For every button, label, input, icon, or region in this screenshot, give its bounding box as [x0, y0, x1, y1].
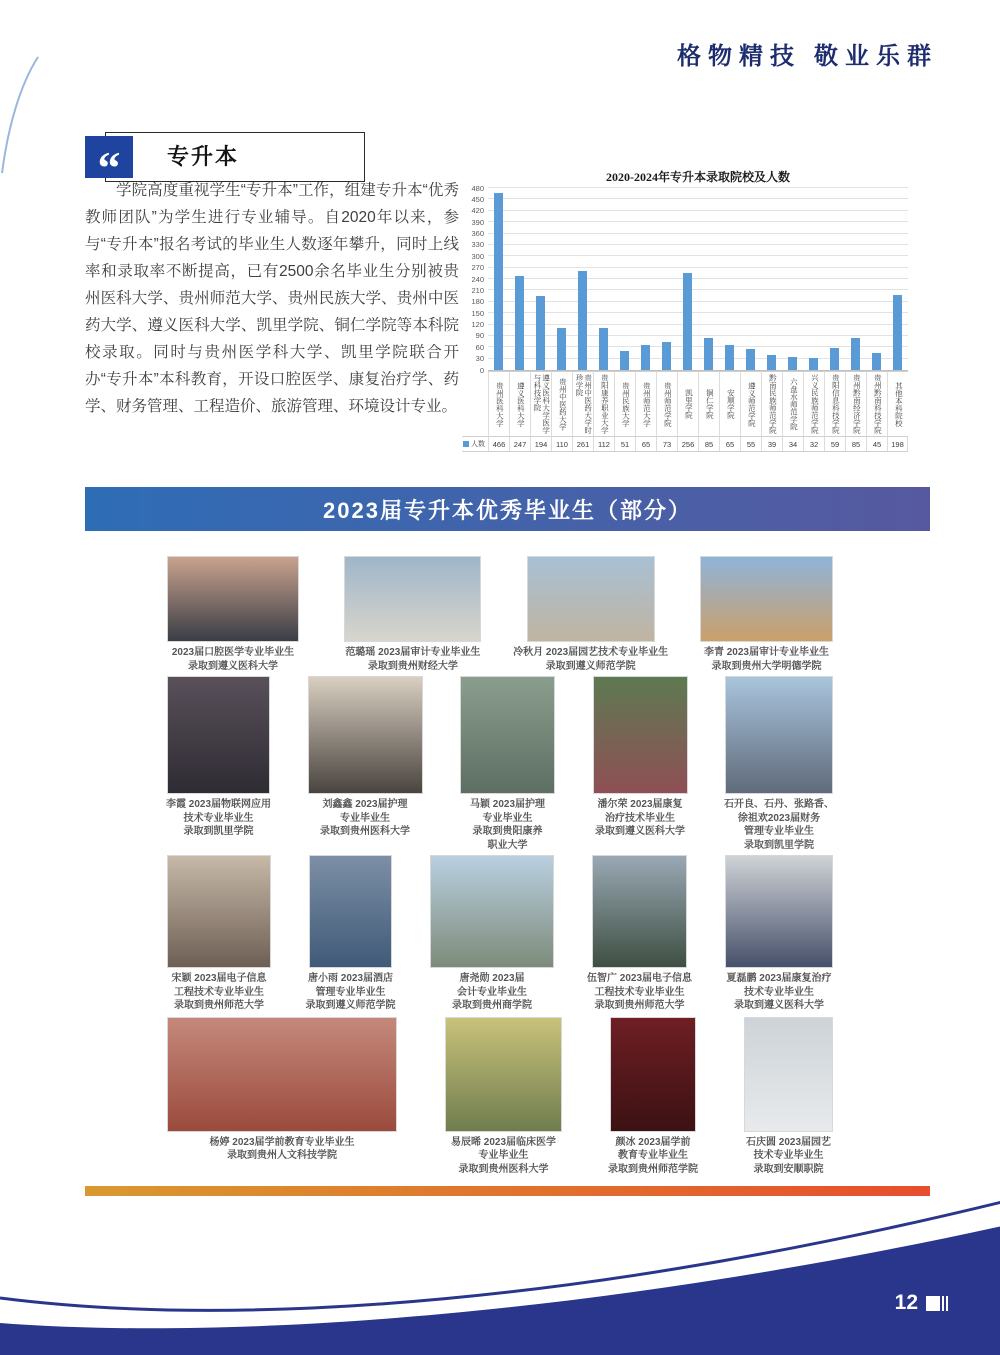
bar — [515, 276, 524, 370]
value-cell: 73 — [656, 436, 677, 451]
graduate-item — [167, 855, 271, 1013]
category-text: 贵州师范大学 — [642, 381, 652, 427]
category-text: 遵义医科大学医学与科技学院 — [533, 374, 551, 434]
category-text: 遵义医科大学 — [516, 381, 526, 427]
graduate-item — [344, 556, 481, 673]
value-cell: 34 — [782, 436, 803, 451]
y-tick-label: 270 — [471, 262, 484, 272]
graduate-item — [167, 1017, 397, 1163]
category-text: 贵阳信息科技学院 — [831, 374, 841, 434]
category-label — [614, 371, 635, 436]
category-text: 其他本科院校 — [894, 381, 904, 427]
section-title: 专升本 — [167, 144, 240, 169]
bar — [893, 295, 902, 370]
value-cell: 256 — [677, 436, 698, 451]
y-tick-label: 30 — [475, 353, 484, 363]
graduate-photo — [610, 1017, 696, 1132]
value-cell: 466 — [488, 436, 509, 451]
graduate-item — [725, 855, 833, 1013]
graduate-item — [430, 855, 554, 1013]
graduate-item — [744, 1017, 833, 1177]
gallery-row — [167, 676, 833, 852]
category-text: 贵州医科大学 — [495, 381, 505, 427]
category-text: 贵州中医药大学时珍学院 — [575, 374, 593, 434]
category-text: 贵州中医药大学 — [558, 377, 568, 431]
category-label — [593, 371, 614, 436]
category-text: 安顺学院 — [726, 389, 736, 419]
graduate-photo — [167, 1017, 397, 1132]
graduate-item — [513, 556, 669, 673]
photo-caption: 唐尧勋 2023届 会计专业毕业生 录取到贵州商学院 — [452, 973, 532, 1011]
graduate-photo — [344, 556, 481, 642]
graduate-item — [610, 1017, 696, 1177]
category-text: 贵州民族大学 — [621, 381, 631, 427]
y-tick-label: 480 — [471, 183, 484, 193]
value-cell: 261 — [572, 436, 593, 451]
photo-caption: 伍智广 2023届电子信息 工程技术专业毕业生 录取到贵州师范大学 — [586, 973, 693, 1011]
category-text: 兴义民族师范学院 — [810, 374, 820, 434]
graduate-photo — [167, 676, 270, 794]
category-label — [488, 371, 509, 436]
photo-caption: 范璐瑶 2023届审计专业毕业生 录取到贵州财经大学 — [345, 647, 481, 672]
y-tick-label: 300 — [471, 251, 484, 261]
graduate-photo — [309, 855, 392, 968]
graduate-item — [725, 676, 833, 852]
graduate-photo — [527, 556, 655, 642]
graduate-photo — [700, 556, 833, 642]
graduate-item — [445, 1017, 562, 1177]
y-tick-label: 390 — [471, 217, 484, 227]
category-text: 贵阳康养职业大学 — [600, 374, 610, 434]
chart-plot-area — [488, 188, 908, 371]
bar — [662, 342, 671, 370]
graduate-photo — [744, 1017, 833, 1132]
graduate-photo — [167, 556, 299, 642]
chart-body — [462, 183, 908, 375]
banner-title: 2023届专升本优秀毕业生（部分） — [323, 497, 692, 523]
graduate-photo — [460, 676, 555, 794]
graduate-item — [167, 556, 299, 673]
graduate-item — [167, 676, 270, 839]
legend-swatch-icon — [463, 441, 469, 447]
graduate-item — [586, 855, 693, 1013]
value-cell: 85 — [698, 436, 719, 451]
chart-legend: 人数 — [462, 436, 488, 451]
bar — [851, 338, 860, 370]
photo-caption: 石开良、石丹、张路香、 徐祖欢2023届财务 管理专业毕业生 录取到凯里学院 — [724, 799, 834, 851]
photo-caption: 李霞 2023届物联网应用 技术专业毕业生 录取到凯里学院 — [165, 799, 272, 837]
gallery-row — [167, 855, 833, 1013]
bar — [872, 353, 881, 370]
category-label — [824, 371, 845, 436]
photo-caption: 2023届口腔医学专业毕业生 录取到遵义医科大学 — [171, 647, 295, 672]
value-cell: 32 — [803, 436, 824, 451]
y-tick-label: 120 — [471, 319, 484, 329]
value-cell: 59 — [824, 436, 845, 451]
page-number — [895, 1291, 948, 1315]
bar — [767, 355, 776, 370]
graduate-item — [460, 676, 555, 852]
footer-wave — [0, 1160, 1000, 1355]
graduate-item — [700, 556, 833, 673]
category-label — [761, 371, 782, 436]
bar — [704, 338, 713, 370]
category-label — [845, 371, 866, 436]
value-cell: 112 — [593, 436, 614, 451]
chart-data-table — [462, 371, 908, 452]
y-tick-label: 90 — [475, 331, 484, 341]
value-cell: 51 — [614, 436, 635, 451]
graduates-banner — [85, 487, 930, 531]
photo-caption: 石庆圆 2023届园艺 技术专业毕业生 录取到安顺职院 — [745, 1136, 832, 1175]
value-cell: 110 — [551, 436, 572, 451]
graduate-photo — [593, 676, 688, 794]
value-cell: 247 — [509, 436, 530, 451]
value-cell: 194 — [530, 436, 551, 451]
category-label — [656, 371, 677, 436]
graduates-gallery — [167, 556, 833, 1176]
category-text: 贵州黔南科技学院 — [873, 374, 883, 434]
school-motto: 格物精技 敬业乐群 — [677, 44, 938, 70]
category-text: 凯里学院 — [684, 389, 694, 419]
photo-caption: 颜冰 2023届学前 教育专业毕业生 录取到贵州师范学院 — [608, 1136, 698, 1175]
y-tick-label: 180 — [471, 297, 484, 306]
value-cell: 65 — [719, 436, 740, 451]
graduate-item — [593, 676, 688, 839]
category-label — [551, 371, 572, 436]
value-cell: 55 — [740, 436, 761, 451]
top-left-decoration — [0, 55, 40, 175]
graduate-photo — [445, 1017, 562, 1132]
y-tick-label: 150 — [471, 308, 484, 318]
bar — [536, 296, 545, 370]
value-cell: 45 — [866, 436, 887, 451]
graduate-item — [305, 855, 396, 1013]
intro-paragraph: 学院高度重视学生“专升本”工作，组建专升本“优秀教师团队”为学生进行专业辅导。自2020年以来，参与“专升本”报名考试的毕业生人数逐年攀升，同时上线率和录取率不断提高，已有2500余名毕业生分别被贵州医科大学、贵州师范大学、贵州民族大学、贵州中医药大学、遵义医科大学、凯里学院、铜仁学院等本科院校录取。同时与贵州医学科大学、凯里学院联合开办“专升本”本科教育，开设口腔医学、康复治疗学、药学、财务管理、工程造价、旅游管理、环境设计专业。 — [85, 182, 459, 415]
photo-caption: 唐小雨 2023届酒店 管理专业毕业生 录取到遵义师范学院 — [305, 973, 396, 1011]
y-tick-label: 360 — [471, 228, 484, 238]
category-text: 遵义师范学院 — [747, 381, 757, 427]
photo-caption: 杨婷 2023届学前教育专业毕业生 录取到贵州人文科技学院 — [209, 1136, 355, 1161]
category-label — [740, 371, 761, 436]
value-cell: 65 — [635, 436, 656, 451]
value-cell: 198 — [887, 436, 908, 451]
bar — [620, 351, 629, 370]
photo-caption: 马颖 2023届护理 专业毕业生 录取到贵阳康养 职业大学 — [469, 799, 546, 851]
photo-caption: 夏磊鹏 2023届康复治疗 技术专业毕业生 录取到遵义医科大学 — [726, 973, 832, 1011]
bar — [809, 358, 818, 370]
chart-title: 2020-2024年专升本录取院校及人数 — [606, 170, 790, 184]
category-text: 六盘水师范学院 — [789, 377, 799, 431]
y-tick-label: 240 — [471, 274, 484, 284]
quote-icon — [85, 136, 133, 193]
y-tick-label: 210 — [471, 285, 484, 295]
value-cell: 39 — [761, 436, 782, 451]
category-text: 贵州黔南经济学院 — [852, 374, 862, 434]
graduate-photo — [167, 855, 271, 968]
y-tick-label: 0 — [479, 365, 484, 375]
category-label — [866, 371, 887, 436]
page-number-value: 12 — [894, 1291, 918, 1314]
category-label — [719, 371, 740, 436]
category-label — [887, 371, 908, 436]
category-label — [572, 371, 593, 436]
category-label — [635, 371, 656, 436]
photo-caption: 宋颖 2023届电子信息 工程技术专业毕业生 录取到贵州师范大学 — [171, 973, 267, 1011]
bar — [788, 357, 797, 370]
graduate-photo — [725, 676, 833, 794]
bar — [683, 273, 692, 370]
category-text: 贵州师范学院 — [663, 381, 673, 427]
category-label — [698, 371, 719, 436]
admissions-bar-chart — [462, 168, 908, 452]
bar — [725, 345, 734, 370]
quote-glyph: “ — [97, 142, 121, 193]
photo-caption: 李青 2023届审计专业毕业生 录取到贵州大学明德学院 — [703, 647, 829, 672]
category-label — [782, 371, 803, 436]
category-text: 铜仁学院 — [705, 389, 715, 419]
graduate-photo — [725, 855, 833, 968]
graduate-photo — [592, 855, 687, 968]
chart-bars — [488, 188, 908, 370]
category-label — [803, 371, 824, 436]
photo-caption: 易辰晞 2023届临床医学 专业毕业生 录取到贵州医科大学 — [450, 1136, 557, 1175]
photo-caption: 潘尔荣 2023届康复 治疗技术毕业生 录取到遵义医科大学 — [595, 799, 685, 837]
gallery-row — [167, 556, 833, 673]
photo-caption: 刘鑫鑫 2023届护理 专业毕业生 录取到贵州医科大学 — [320, 799, 410, 837]
bar — [746, 349, 755, 370]
bar — [494, 193, 503, 370]
y-tick-label: 60 — [475, 342, 484, 352]
value-cell: 85 — [845, 436, 866, 451]
graduate-photo — [430, 855, 554, 968]
category-label — [509, 371, 530, 436]
category-label — [677, 371, 698, 436]
category-text: 黔南民族师范学院 — [768, 374, 778, 434]
y-tick-label: 330 — [471, 240, 484, 250]
photo-caption: 冷秋月 2023届园艺技术专业毕业生 录取到遵义师范学院 — [513, 647, 669, 672]
section-header — [85, 131, 385, 193]
graduate-photo — [308, 676, 423, 794]
bar — [578, 271, 587, 370]
y-tick-label: 450 — [471, 194, 484, 204]
gallery-row — [167, 1017, 833, 1177]
bar — [557, 328, 566, 370]
y-tick-label: 420 — [471, 206, 484, 215]
bar — [641, 345, 650, 370]
category-label — [530, 371, 551, 436]
bar — [599, 328, 608, 370]
page-corner-icon — [926, 1296, 948, 1311]
table-corner-cell — [462, 371, 488, 436]
bar — [830, 348, 839, 370]
chart-y-axis — [462, 183, 488, 375]
graduate-item — [308, 676, 423, 839]
